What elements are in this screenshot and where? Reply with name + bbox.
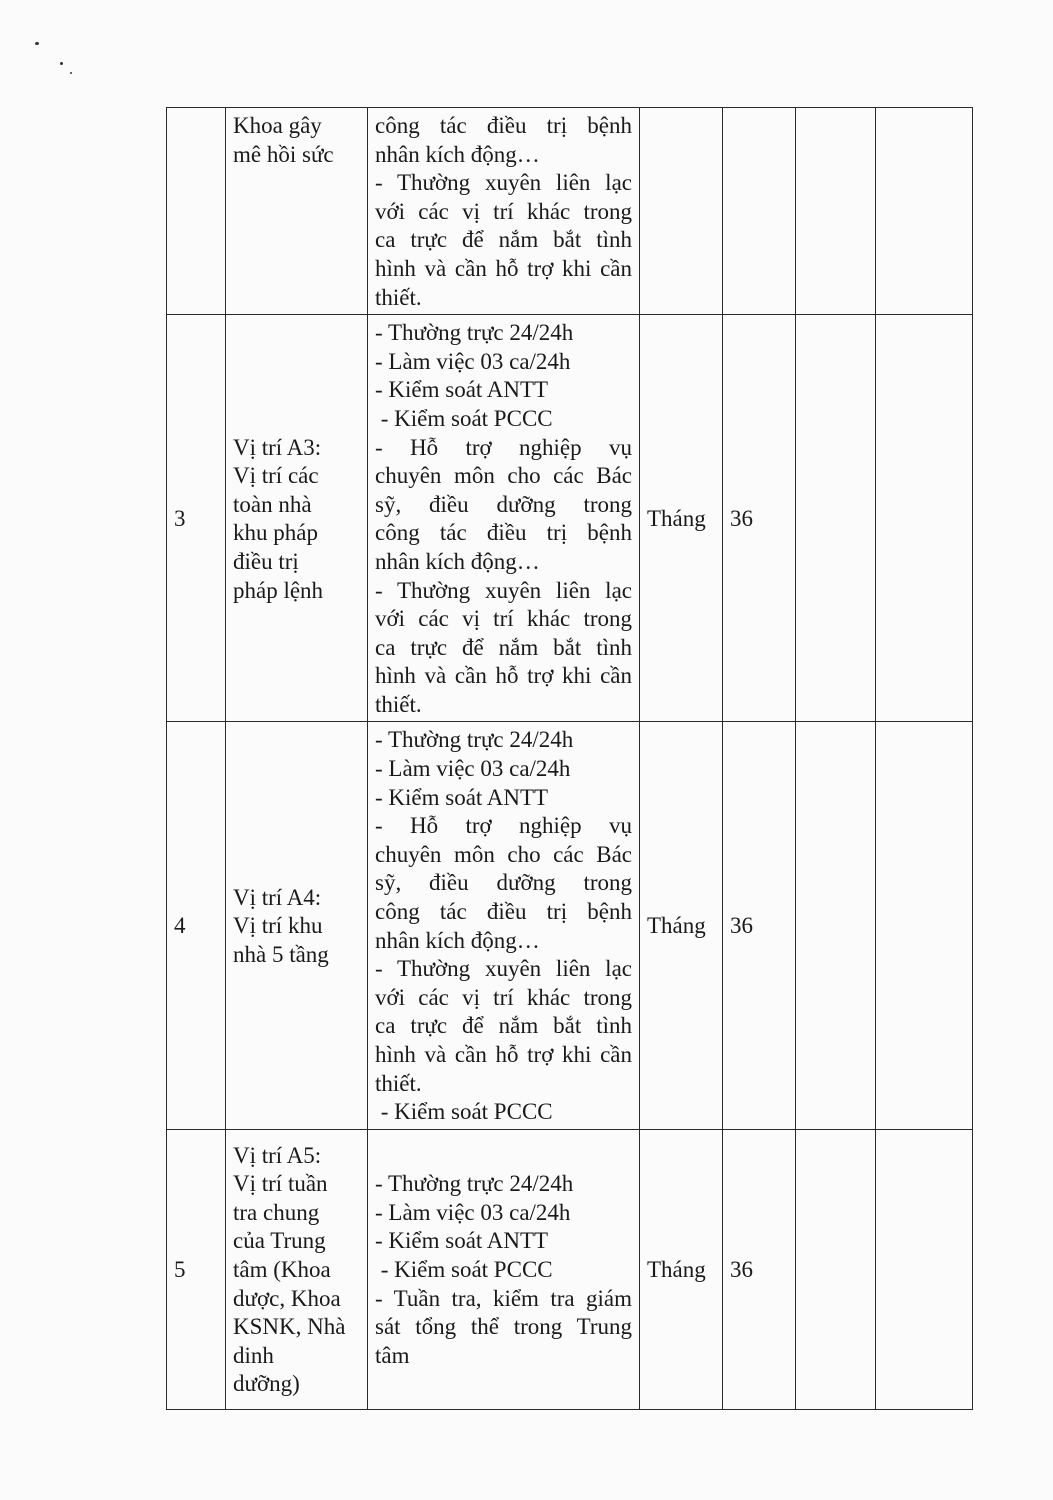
cell-position: [226, 108, 368, 315]
position-line: Khoa gây: [233, 113, 322, 138]
cell-position: [226, 315, 368, 722]
description-line: với các vị trí khác trong: [375, 984, 632, 1010]
description-line: thiết.: [375, 1070, 422, 1096]
position-line: Vị trí tuần: [233, 1171, 328, 1197]
scan-speck: [35, 42, 39, 45]
description-line: công tác điều trị bệnh: [375, 899, 632, 925]
cell-total: [876, 108, 973, 315]
cell-quantity: 36: [723, 315, 796, 722]
description-line: ca trực để nắm bắt tình: [375, 634, 632, 660]
service-positions-table: [166, 107, 973, 1410]
cell-description: [368, 108, 640, 315]
cell-total: [876, 315, 973, 722]
cell-stt: [167, 108, 226, 315]
position-line: tra chung: [233, 1199, 320, 1225]
cell-position: [226, 722, 368, 1129]
cell-description: [368, 722, 640, 1129]
cell-total: [876, 1129, 973, 1409]
position-line: của Trung: [233, 1228, 326, 1254]
description-line: ca trực để nắm bắt tình: [375, 1013, 632, 1039]
cell-stt: 5: [167, 1129, 226, 1409]
cell-quantity: 36: [723, 1129, 796, 1409]
description-line: công tác điều trị bệnh: [375, 520, 632, 546]
description-line: - Làm việc 03 ca/24h: [375, 348, 571, 374]
cell-unit: Tháng: [640, 315, 723, 722]
cell-quantity: 36: [723, 722, 796, 1129]
position-line: Vị trí khu: [233, 913, 323, 939]
description-line: - Hỗ trợ nghiệp vụ: [375, 434, 632, 460]
cell-stt: 3: [167, 315, 226, 722]
description-line: - Kiểm soát ANTT: [375, 1228, 549, 1254]
description-line: - Kiểm soát ANTT: [375, 784, 549, 810]
position-line: Vị trí A5:: [233, 1142, 322, 1168]
description-line: sỹ, điều dưỡng trong: [375, 870, 632, 896]
description-line: hình và cần hỗ trợ khi cần: [375, 1042, 632, 1067]
cell-unit-price: [796, 108, 876, 315]
position-line: toàn nhà: [233, 491, 312, 517]
position-line: tâm (Khoa: [233, 1256, 331, 1282]
description-line: - Thường trực 24/24h: [375, 320, 574, 346]
position-line: mê hồi sức: [233, 141, 334, 167]
description-line: sỹ, điều dưỡng trong: [375, 491, 632, 517]
position-line: dược, Khoa: [233, 1285, 341, 1311]
description-line: - Thường xuyên liên lạc: [375, 956, 632, 982]
position-line: Vị trí các: [233, 463, 319, 489]
description-line: - Thường trực 24/24h: [375, 1171, 574, 1197]
cell-unit-price: [796, 722, 876, 1129]
table-row: [167, 315, 973, 722]
description-line: với các vị trí khác trong: [375, 198, 632, 224]
description-line: - Làm việc 03 ca/24h: [375, 756, 571, 782]
cell-unit: Tháng: [640, 722, 723, 1129]
cell-unit: [640, 108, 723, 315]
description-line: - Kiểm soát PCCC: [375, 1256, 553, 1282]
description-line: sát tổng thể trong Trung: [375, 1314, 632, 1340]
description-line: nhân kích động…: [375, 141, 540, 167]
description-line: hình và cần hỗ trợ khi cần: [375, 663, 632, 689]
description-line: - Kiểm soát PCCC: [375, 1099, 553, 1125]
description-line: - Kiểm soát ANTT: [375, 377, 549, 403]
position-line: khu pháp: [233, 520, 318, 546]
table-row: [167, 108, 973, 315]
position-line: dưỡng): [233, 1371, 300, 1397]
cell-position: [226, 1129, 368, 1409]
cell-stt: 4: [167, 722, 226, 1129]
scan-speck: [60, 62, 63, 65]
cell-description: [368, 1129, 640, 1409]
description-line: - Thường xuyên liên lạc: [375, 577, 632, 603]
cell-unit-price: [796, 315, 876, 722]
cell-unit: Tháng: [640, 1129, 723, 1409]
description-line: thiết.: [375, 284, 422, 310]
description-line: tâm: [375, 1342, 410, 1368]
description-line: chuyên môn cho các Bác: [375, 463, 632, 489]
description-line: chuyên môn cho các Bác: [375, 841, 632, 867]
cell-total: [876, 722, 973, 1129]
description-line: nhân kích động…: [375, 548, 540, 574]
position-line: KSNK, Nhà: [233, 1314, 346, 1340]
description-line: thiết.: [375, 691, 422, 717]
position-line: Vị trí A4:: [233, 884, 322, 910]
description-line: - Kiểm soát PCCC: [375, 405, 553, 431]
description-line: - Thường xuyên liên lạc: [375, 170, 632, 196]
description-line: công tác điều trị bệnh: [375, 113, 632, 138]
position-line: dinh: [233, 1342, 274, 1368]
cell-unit-price: [796, 1129, 876, 1409]
description-line: - Tuần tra, kiểm tra giám: [375, 1285, 632, 1311]
position-line: pháp lệnh: [233, 577, 324, 603]
position-line: nhà 5 tầng: [233, 941, 329, 967]
description-line: - Thường trực 24/24h: [375, 727, 574, 753]
scan-speck: [70, 72, 72, 74]
description-line: nhân kích động…: [375, 927, 540, 953]
cell-quantity: [723, 108, 796, 315]
position-line: điều trị: [233, 548, 299, 574]
position-line: Vị trí A3:: [233, 434, 322, 460]
description-line: - Hỗ trợ nghiệp vụ: [375, 813, 632, 839]
table-row: [167, 1129, 973, 1409]
description-line: với các vị trí khác trong: [375, 606, 632, 632]
description-line: hình và cần hỗ trợ khi cần: [375, 255, 632, 281]
description-line: - Làm việc 03 ca/24h: [375, 1199, 571, 1225]
table-row: [167, 722, 973, 1129]
cell-description: [368, 315, 640, 722]
description-line: ca trực để nắm bắt tình: [375, 227, 632, 253]
